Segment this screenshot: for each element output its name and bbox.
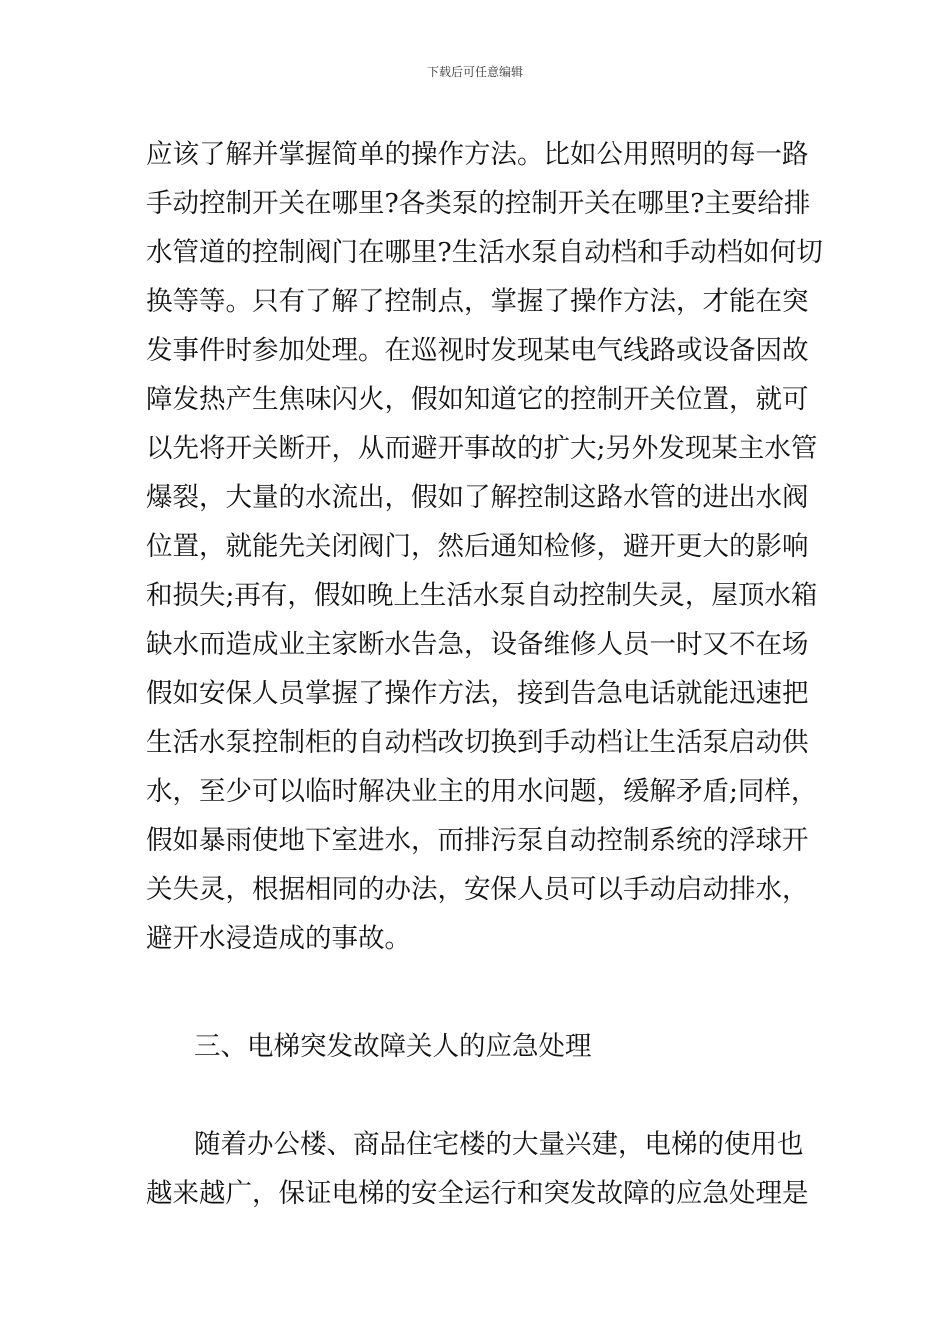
text-line: 应该了解并掌握简单的操作方法。比如公用照明的每一路 xyxy=(146,139,809,170)
text-line: 水，至少可以临时解决业主的用水问题，缓解矛盾;同样， xyxy=(146,776,818,807)
paragraph-2 xyxy=(146,1120,826,1218)
text-line: 越来越广，保证电梯的安全运行和突发故障的应急处理是 xyxy=(146,1178,809,1209)
text-line: 和损失;再有，假如晚上生活水泵自动控制失灵，屋顶水箱 xyxy=(146,580,818,611)
text-line: 发事件时参加处理。在巡视时发现某电气线路或设备因故 xyxy=(146,335,809,366)
text-line: 水管道的控制阀门在哪里?生活水泵自动档和手动档如何切 xyxy=(146,237,823,268)
text-line: 假如暴雨使地下室进水，而排污泵自动控制系统的浮球开 xyxy=(146,825,809,856)
text-line: 避开水浸造成的事故。 xyxy=(146,923,411,954)
text-line: 关失灵，根据相同的办法，安保人员可以手动启动排水， xyxy=(146,874,809,905)
text-line: 随着办公楼、商品住宅楼的大量兴建，电梯的使用也 xyxy=(194,1129,804,1160)
text-line: 生活水泵控制柜的自动档改切换到手动档让生活泵启动供 xyxy=(146,727,809,758)
text-line: 位置，就能先关闭阀门，然后通知检修，避开更大的影响 xyxy=(146,531,809,562)
text-line: 换等等。只有了解了控制点，掌握了操作方法，才能在突 xyxy=(146,286,809,317)
paragraph-1 xyxy=(146,130,826,963)
text-line: 手动控制开关在哪里?各类泵的控制开关在哪里?主要给排 xyxy=(146,188,811,219)
section-heading: 三、电梯突发故障关人的应急处理 xyxy=(194,1031,592,1062)
text-line: 障发热产生焦味闪火，假如知道它的控制开关位置，就可 xyxy=(146,384,809,415)
text-line: 爆裂，大量的水流出，假如了解控制这路水管的进出水阀 xyxy=(146,482,809,513)
text-line: 假如安保人员掌握了操作方法，接到告急电话就能迅速把 xyxy=(146,678,809,709)
text-line: 以先将开关断开，从而避开事故的扩大;另外发现某主水管 xyxy=(146,433,818,464)
text-line: 缺水而造成业主家断水告急，设备维修人员一时又不在场 xyxy=(146,629,809,660)
page-header: 下载后可任意编辑 xyxy=(426,65,523,79)
